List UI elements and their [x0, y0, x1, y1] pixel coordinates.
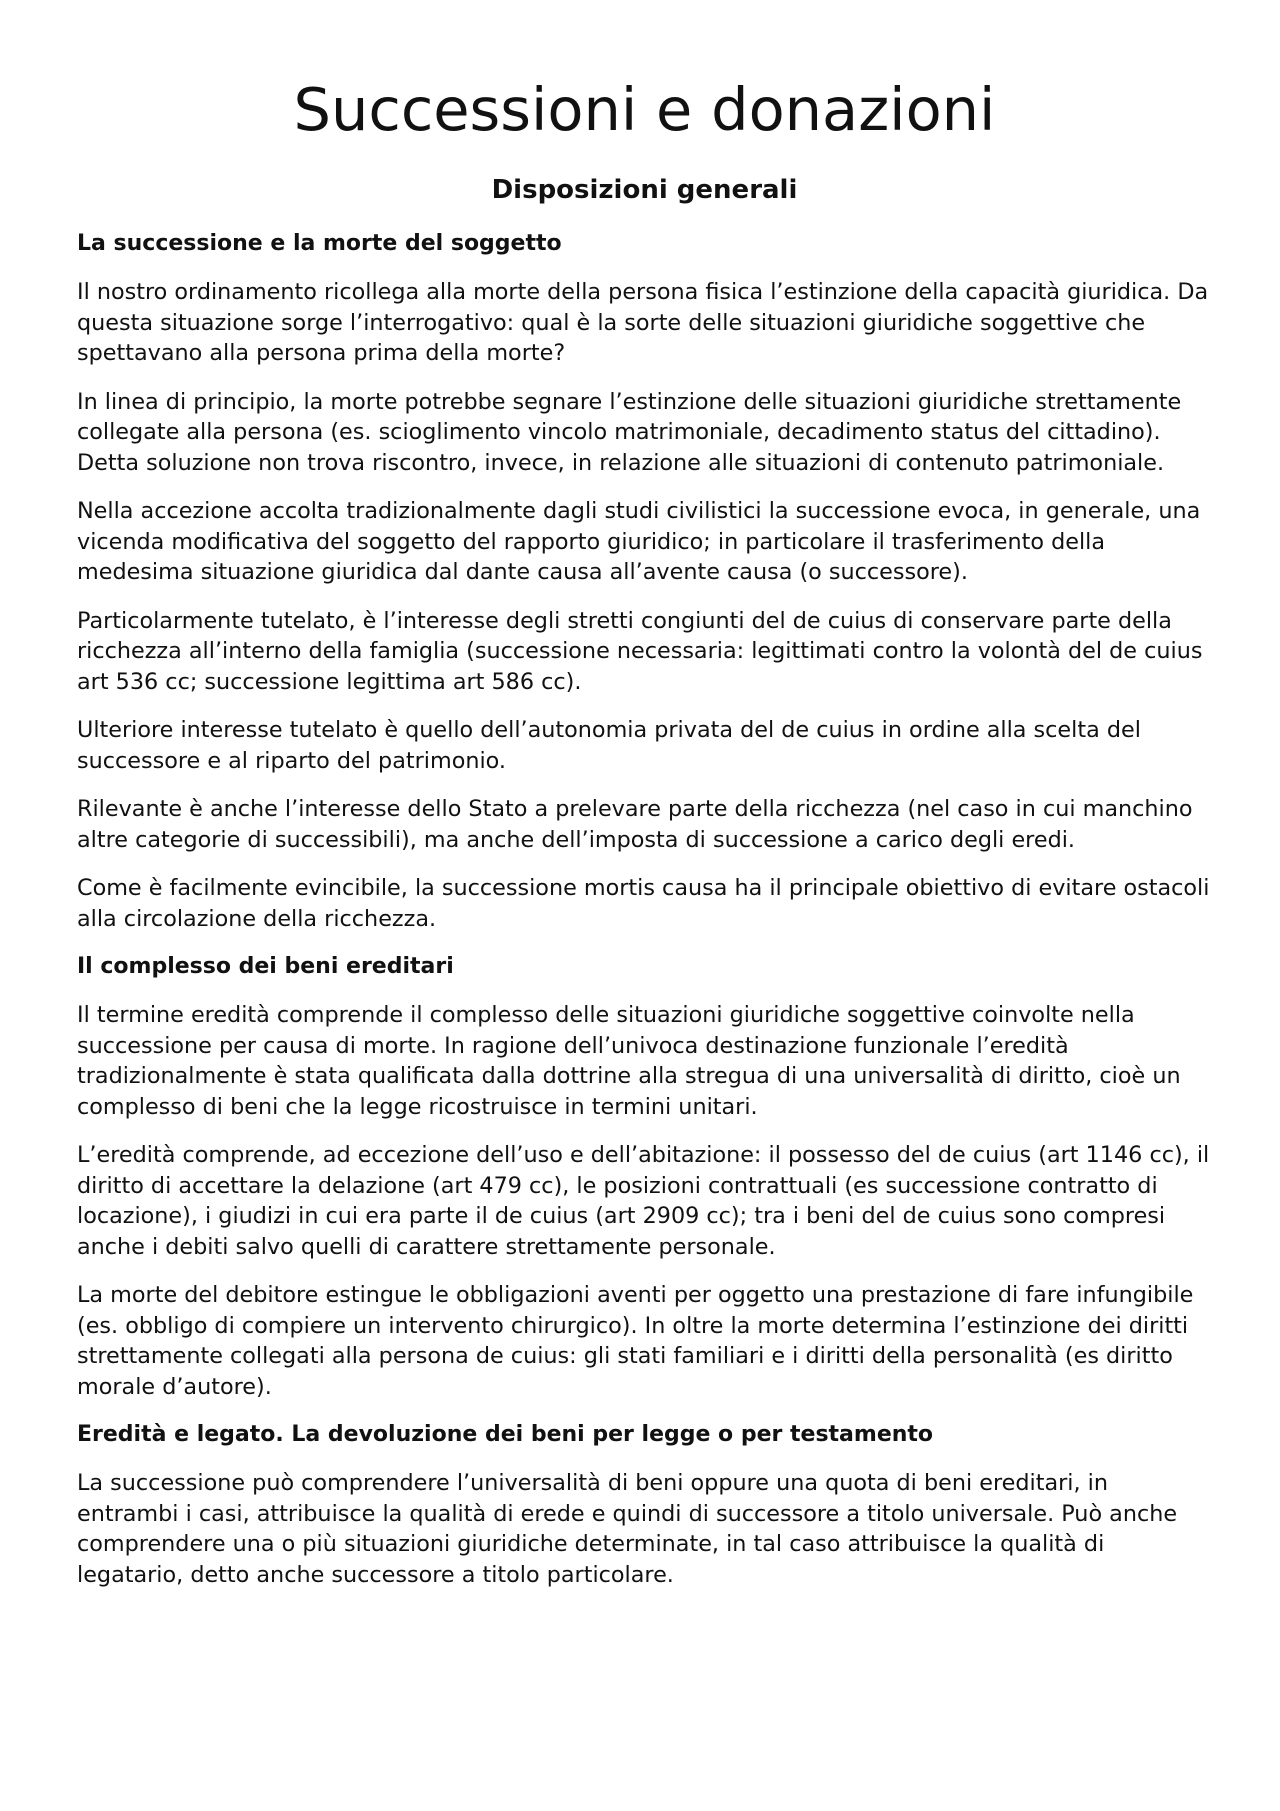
paragraph: Come è facilmente evincibile, la successione mortis causa ha il principale obiettivo di evitare ostacoli alla circolazione della ricchezza.: [77, 875, 1210, 932]
section-title: Disposizioni generali: [491, 175, 798, 205]
document-body: [77, 229, 1212, 1608]
subsection-heading: Il complesso dei beni ereditari: [77, 954, 454, 979]
paragraph: Il termine eredità comprende il complesso delle situazioni giuridiche soggettive coinvolte nella successione per causa di morte. In ragione dell’univoca destinazione funzionale l’eredità tradizionalmente è stata qualificata dalla dottrine alla stregua di una universalità di diritto, cioè un complesso di beni che la legge ricostruisce in termini unitari.: [77, 1002, 1181, 1120]
subsection-heading: Eredità e legato. La devoluzione dei beni per legge o per testamento: [77, 1422, 934, 1447]
paragraph: In linea di principio, la morte potrebbe segnare l’estinzione delle situazioni giuridiche strettamente collegate alla persona (es. scioglimento vincolo matrimoniale, decadimento status del cittadino). Detta soluzione non trova riscontro, invece, in relazione alle situazioni di contenuto patrimoniale.: [77, 388, 1182, 476]
paragraph: La morte del debitore estingue le obbligazioni aventi per oggetto una prestazione di fare infungibile (es. obbligo di compiere un intervento chirurgico). In oltre la morte determina l’estinzione dei diritti strettamente collegati alla persona de cuius: gli stati familiari e i diritti della personalità (es diritto morale d’autore).: [77, 1282, 1194, 1400]
paragraph: Ulteriore interesse tutelato è quello dell’autonomia privata del de cuius in ordine alla scelta del successore e al riparto del patrimonio.: [77, 717, 1141, 774]
document-title: Successioni e donazioni: [293, 75, 996, 144]
paragraph: Particolarmente tutelato, è l’interesse degli stretti congiunti del de cuius di conservare parte della ricchezza all’interno della famiglia (successione necessaria: legittimati contro la volontà del de cuius art 536 cc; successione legittima art 586 cc).: [77, 607, 1203, 695]
paragraph: La successione può comprendere l’universalità di beni oppure una quota di beni ereditari, in entrambi i casi, attribuisce la qualità di erede e quindi di successore a titolo universale. Può anche comprendere una o più situazioni giuridiche determinate, in tal caso attribuisce la qualità di legatario, detto anche successore a titolo particolare.: [77, 1470, 1178, 1588]
paragraph: L’eredità comprende, ad eccezione dell’uso e dell’abitazione: il possesso del de cuius (art 1146 cc), il diritto di accettare la delazione (art 479 cc), le posizioni contrattuali (es successione contratto di locazione), i giudizi in cui era parte il de cuius (art 2909 cc); tra i beni del de cuius sono compresi anche i debiti salvo quelli di carattere strettamente personale.: [77, 1142, 1210, 1260]
paragraph: Rilevante è anche l’interesse dello Stato a prelevare parte della ricchezza (nel caso in cui manchino altre categorie di successibili), ma anche dell’imposta di successione a carico degli eredi.: [77, 796, 1193, 853]
subsection-heading: La successione e la morte del soggetto: [77, 231, 562, 256]
paragraph: Il nostro ordinamento ricollega alla morte della persona fisica l’estinzione della capacità giuridica. Da questa situazione sorge l’interrogativo: qual è la sorte delle situazioni giuridiche soggettive che spettavano alla persona prima della morte?: [77, 279, 1209, 366]
paragraph: Nella accezione accolta tradizionalmente dagli studi civilistici la successione evoca, in generale, una vicenda modificativa del soggetto del rapporto giuridico; in particolare il trasferimento della medesima situazione giuridica dal dante causa all’avente causa (o successore).: [77, 498, 1201, 585]
